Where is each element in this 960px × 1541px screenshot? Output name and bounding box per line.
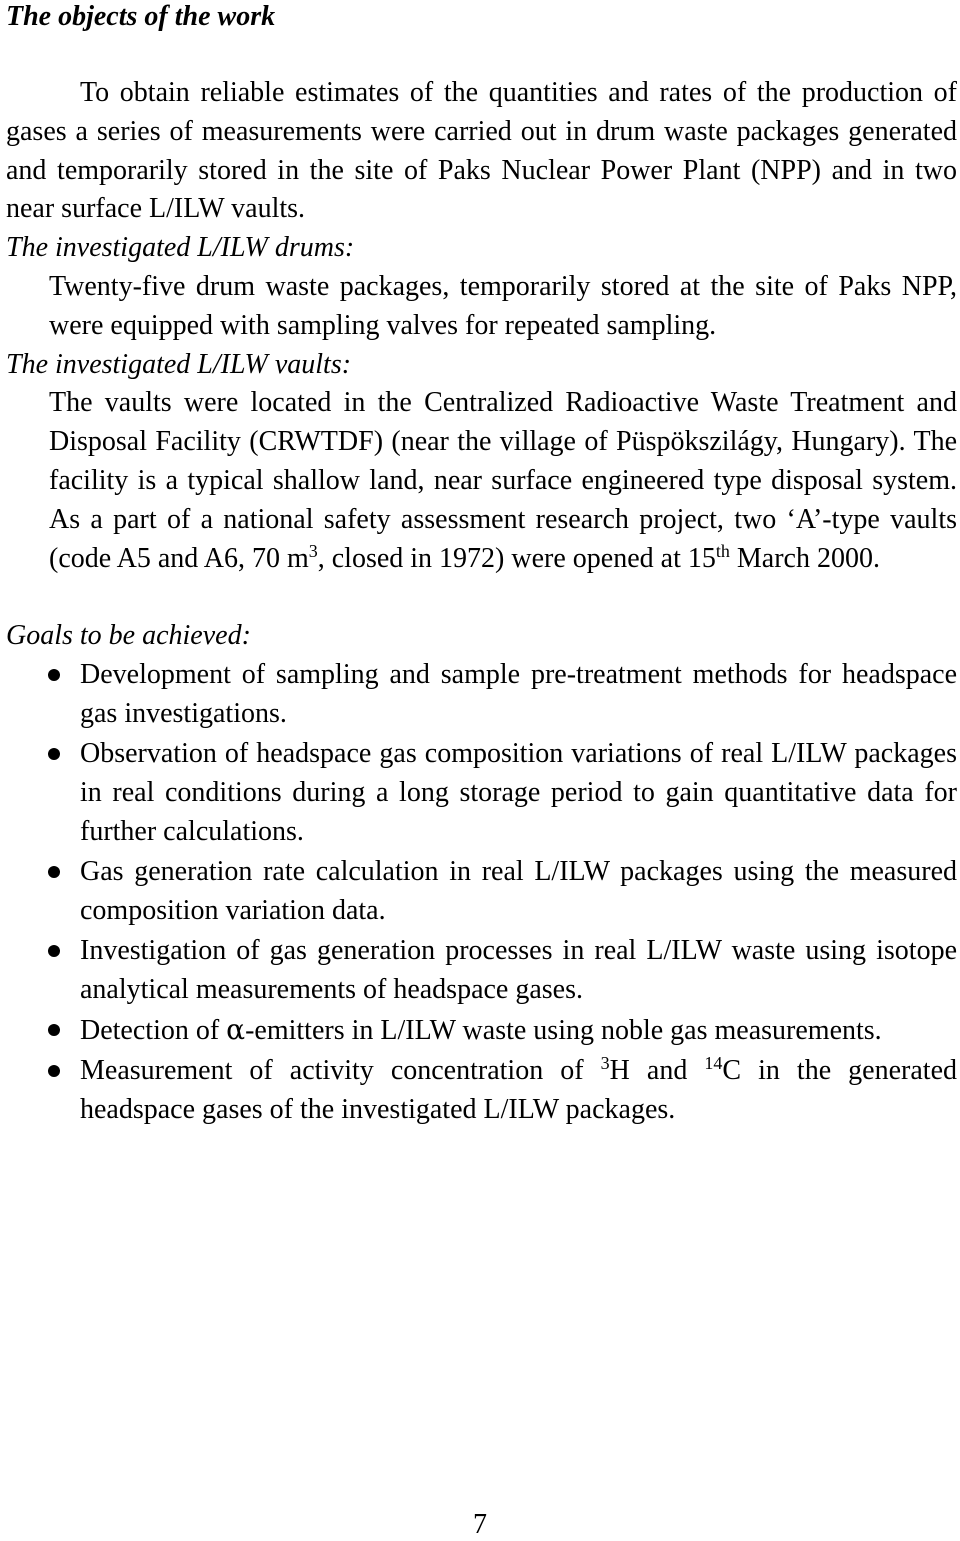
- goal-item: [6, 1052, 957, 1130]
- intro-paragraph: To obtain reliable estimates of the quantities and rates of the production of gases a series of measurements were carried out in drum waste packages generated and temporarily stored in the site of Paks Nuclear Power Plant (NPP) and in two near surface L/ILW vaults.: [6, 77, 957, 225]
- goal-item: [6, 853, 957, 931]
- goals-list: [6, 656, 957, 1130]
- goal-text: Development of sampling and sample pre-treatment methods for headspace gas investigations.: [80, 658, 957, 729]
- drums-paragraph: Twenty-five drum waste packages, temporarily stored at the site of Paks NPP, were equipped with sampling valves for repeated sampling.: [49, 270, 957, 341]
- bullet-icon: [48, 1065, 60, 1077]
- alpha-symbol: α: [226, 1013, 246, 1047]
- goal-text: Investigation of gas generation processes in real L/ILW waste using isotope analytical measurements of headspace gases.: [80, 935, 957, 1005]
- goal-item: [6, 735, 957, 851]
- goal-item: [6, 932, 957, 1010]
- goal-item: [6, 656, 957, 734]
- bullet-icon: [48, 748, 60, 760]
- goal-text: Gas generation rate calculation in real L/ILW packages using the measured composition variation data.: [80, 855, 957, 926]
- goal-text-after: C in the generated headspace gases of the investigated L/ILW packages.: [80, 1055, 957, 1126]
- vaults-text-c: March 2000.: [729, 542, 880, 574]
- vaults-paragraph: [6, 384, 957, 578]
- goal-text-after: -emitters in L/ILW waste using noble gas measurements.: [245, 1015, 882, 1047]
- tritium-mass-number: 3: [600, 1053, 610, 1074]
- vaults-text-a: The vaults were located in the Centralized Radioactive Waste Treatment and Disposal Facility (CRWTDF) (near the village of Püspökszilágy, Hungary). The facility is a typical shallow land, near surface engineered type disposal system. As a part of a national safety assessment research project, two ‘A’-type vaults (code A5 and A6, 70 m: [49, 387, 957, 574]
- goal-text: Observation of headspace gas composition variations of real L/ILW packages in real conditions during a long storage period to gain quantitative data for further calculations.: [80, 738, 957, 847]
- goal-text-mid: H and: [609, 1055, 705, 1087]
- goal-item: [6, 1011, 957, 1051]
- cubic-superscript: 3: [308, 540, 318, 561]
- bullet-icon: [48, 1024, 60, 1036]
- drums-subheading: The investigated L/ILW drums:: [6, 232, 355, 264]
- goal-text-before: Measurement of activity concentration of: [80, 1055, 601, 1087]
- goal-text-before: Detection of: [80, 1015, 227, 1047]
- page-number: 7: [473, 1509, 487, 1540]
- bullet-icon: [48, 866, 60, 878]
- vaults-text-b: , closed in 1972) were opened at 15: [317, 542, 716, 574]
- ordinal-superscript: th: [715, 540, 730, 561]
- section-heading: The objects of the work: [6, 1, 276, 32]
- bullet-icon: [48, 669, 60, 681]
- bullet-icon: [48, 945, 60, 957]
- goals-subheading: Goals to be achieved:: [6, 620, 251, 652]
- vaults-subheading: The investigated L/ILW vaults:: [6, 348, 352, 380]
- carbon-mass-number: 14: [704, 1053, 723, 1074]
- body-content: [6, 74, 957, 1130]
